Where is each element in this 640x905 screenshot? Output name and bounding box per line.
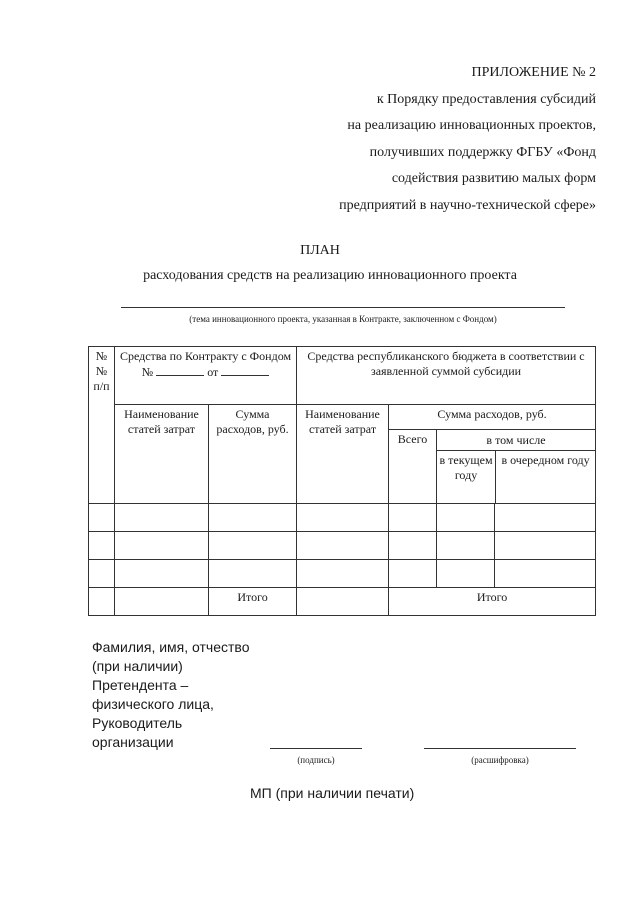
appendix-line-3: на реализацию инновационных проектов,: [347, 118, 596, 133]
stamp-label: МП (при наличии печати): [250, 785, 415, 801]
current-year-header: в текущем году: [437, 451, 496, 503]
contract-funds-header: Средства по Контракту с Фондом № от: [115, 347, 297, 405]
including-group: [437, 430, 596, 504]
next-year-header: в очередном году: [501, 453, 590, 467]
project-topic-hint: (тема инновационного проекта, указанная в Контракте, заключенном с Фондом): [189, 314, 497, 324]
appendix-line-5: содействия развитию малых форм: [391, 171, 596, 186]
appendix-line-4: получивших поддержку ФГБУ «Фонд: [369, 144, 596, 160]
appendix-header: [339, 60, 596, 219]
transcript-label: (расшифровка): [471, 755, 529, 765]
budget-funds-header: Средства республиканского бюджета в соответствии с заявленной суммой субсидии: [297, 347, 596, 405]
table-row: [89, 504, 596, 532]
table-row: [89, 560, 596, 588]
including-header: в том числе: [437, 430, 595, 451]
appendix-line-6: предприятий в научно-технической сфере»: [339, 197, 596, 213]
total-header: Всего: [389, 430, 437, 504]
project-topic-line: [121, 307, 565, 308]
plan-subtitle: расходования средств на реализацию инновационного проекта: [143, 268, 517, 283]
appendix-line-2: к Порядку предоставления субсидий: [376, 91, 596, 107]
transcript-line[interactable]: [424, 748, 576, 749]
appendix-title: ПРИЛОЖЕНИЕ № 2: [471, 65, 596, 80]
expense-plan-table: [88, 346, 596, 616]
total-row: [89, 588, 596, 616]
signature-line[interactable]: [270, 748, 362, 749]
signer-label: Фамилия, имя, отчество (при наличии) Претендента – физического лица, Руководитель организации: [92, 639, 250, 750]
plan-title: ПЛАН: [300, 243, 340, 258]
table-row: [89, 532, 596, 560]
col-number-header: № № п/п: [89, 347, 115, 504]
cost-items-header: Наименование статей затрат: [115, 405, 209, 504]
amount-header: Сумма расходов, руб.: [209, 405, 297, 504]
cost-items-header-2: Наименование статей затрат: [297, 405, 389, 504]
total-label-budget: Итого: [389, 588, 596, 616]
total-label-contract: Итого: [209, 588, 297, 616]
expenses-total-header: Сумма расходов, руб.: [389, 405, 596, 430]
contract-number-line: № от: [117, 364, 294, 380]
signature-label: (подпись): [297, 755, 335, 765]
